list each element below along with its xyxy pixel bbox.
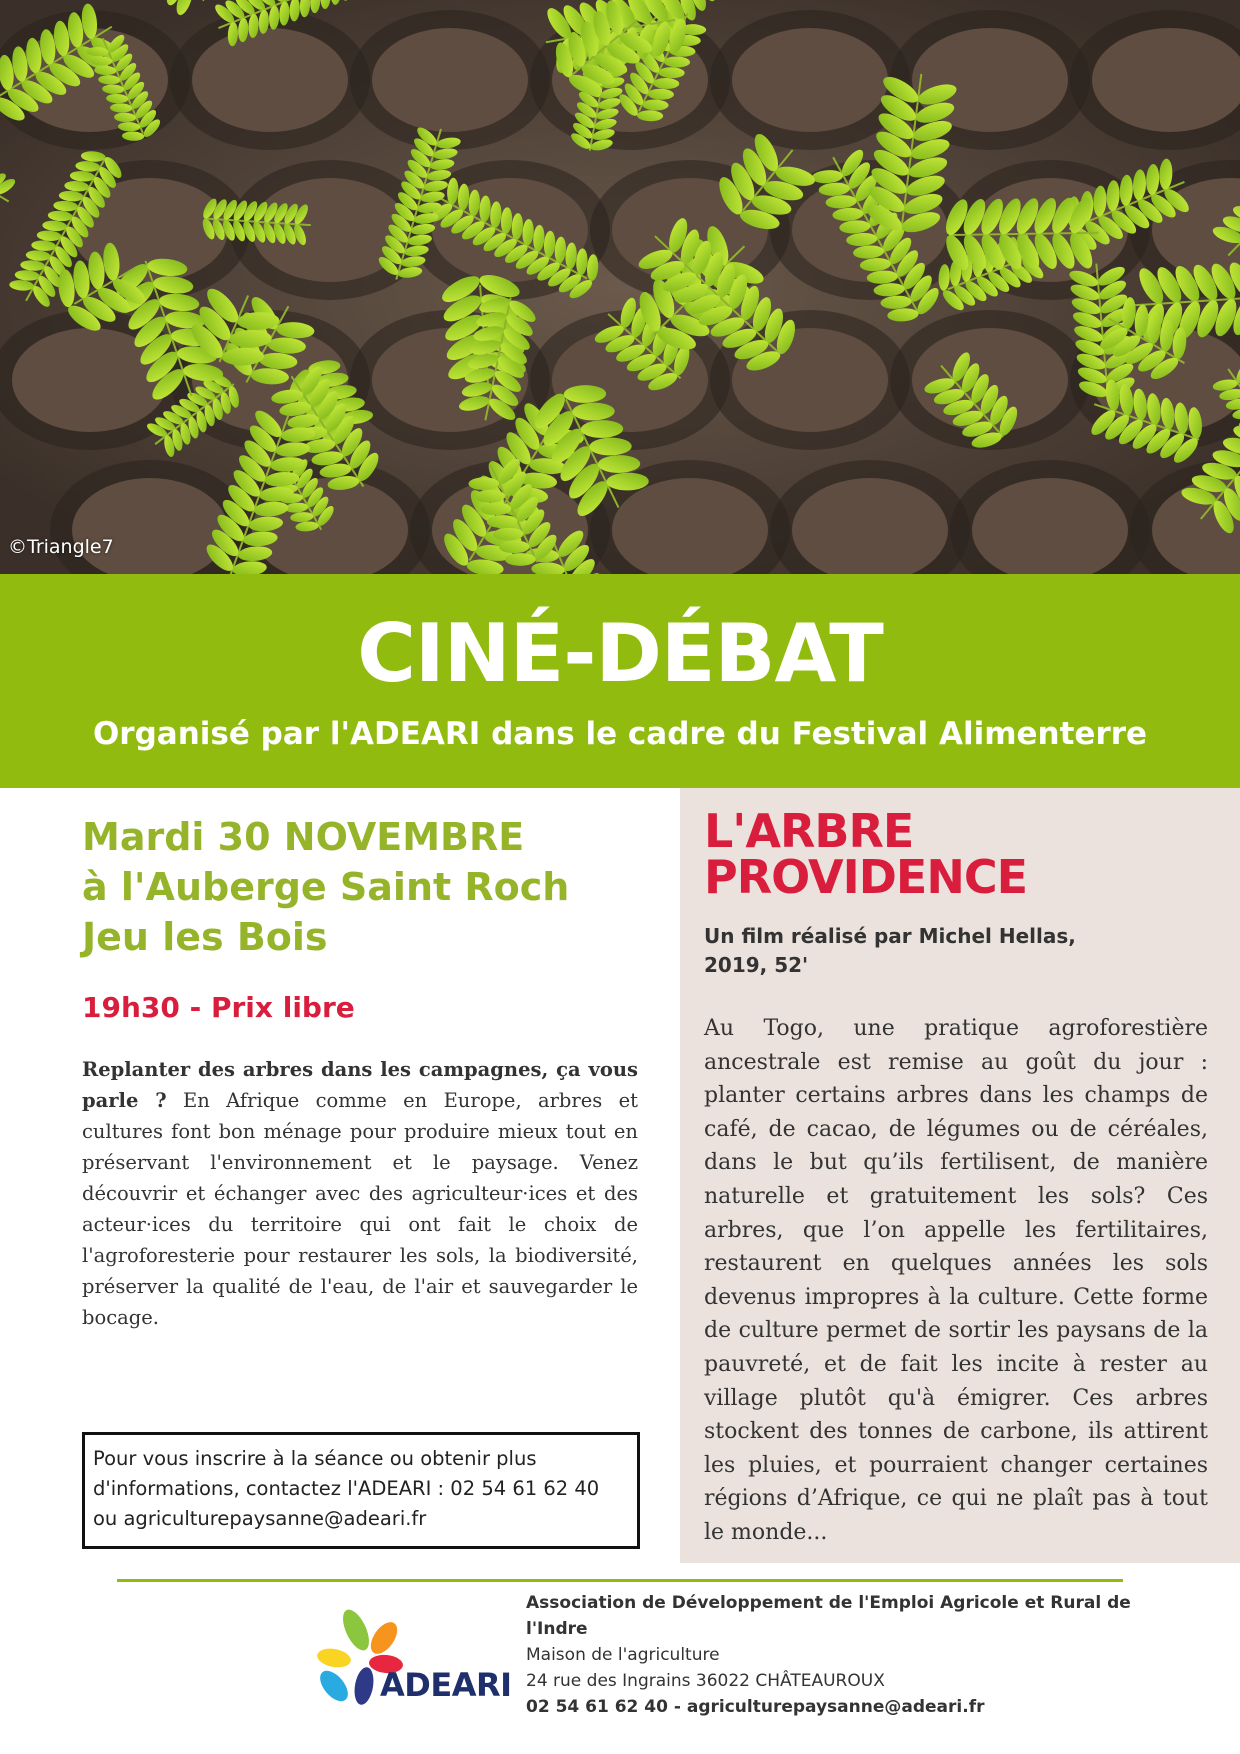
logo-text: ADEARI bbox=[380, 1666, 512, 1704]
film-title bbox=[704, 804, 1224, 904]
contact-email[interactable]: ou agriculturepaysanne@adeari.fr bbox=[93, 1507, 427, 1530]
event-town: Jeu les Bois bbox=[82, 915, 328, 959]
seedlings-illustration bbox=[0, 0, 1240, 574]
event-date: Mardi 30 NOVEMBRE bbox=[82, 815, 525, 859]
film-credits-line: 2019, 52' bbox=[704, 953, 809, 977]
footer-address: 24 rue des Ingrains 36022 CHÂTEAUROUX bbox=[526, 1671, 885, 1691]
footer-phone-email[interactable]: 02 54 61 62 40 - agriculturepaysanne@adeari.fr bbox=[526, 1697, 985, 1717]
film-title-line: L'ARBRE bbox=[704, 804, 914, 858]
footer-contact-info bbox=[526, 1590, 1166, 1720]
contact-line: d'informations, contactez l'ADEARI : 02 54 61 62 40 bbox=[93, 1477, 600, 1500]
title-banner bbox=[0, 574, 1240, 788]
film-panel bbox=[680, 788, 1240, 1563]
footer-divider bbox=[117, 1579, 1123, 1582]
event-time-price: 19h30 - Prix libre bbox=[82, 991, 355, 1024]
event-description bbox=[82, 1054, 638, 1333]
contact-line: Pour vous inscrire à la séance ou obtenir plus bbox=[93, 1447, 537, 1470]
contact-box bbox=[82, 1432, 640, 1549]
photo-credit: ©Triangle7 bbox=[8, 536, 114, 558]
page-subtitle: Organisé par l'ADEARI dans le cadre du Festival Alimenterre bbox=[92, 716, 1148, 752]
event-description-lead: Replanter des arbres dans les campagnes, ça vous parle ? bbox=[82, 1058, 638, 1112]
event-description-body: En Afrique comme en Europe, arbres et cultures font bon ménage pour produire mieux tout en préservant l'environnement et le paysage. Venez découvrir et échanger avec des agriculteur·ices et des acteur·ices du territoire qui ont fait le choix de l'agroforesterie pour restaurer les sols, la biodiversité, préserver la qualité de l'eau, de l'air et sauvegarder le bocage. bbox=[82, 1089, 639, 1329]
footer-address: Maison de l'agriculture bbox=[526, 1645, 720, 1665]
film-title-line: PROVIDENCE bbox=[704, 850, 1028, 904]
hero-photo bbox=[0, 0, 1240, 574]
event-info bbox=[82, 812, 638, 1333]
footer-org-name: Association de Développement de l'Emploi Agricole et Rural de l'Indre bbox=[526, 1593, 1131, 1639]
page-title: CINÉ-DÉBAT bbox=[357, 607, 883, 700]
film-credits-line: Un film réalisé par Michel Hellas, bbox=[704, 924, 1076, 948]
event-place: à l'Auberge Saint Roch bbox=[82, 865, 570, 909]
film-description: Au Togo, une pratique agroforestière ancestrale est remise au goût du jour : planter certains arbres dans les champs de café, de cacao, de légumes ou de céréales, dans le but qu’ils fertilisent, de manière naturelle et gratuitement les sols? Ces arbres, que l’on appelle les fertilitaires, restaurent en quelques années les sols devenus impropres à la culture. Cette forme de culture permet de sortir les paysans de la pauvreté, et de fait les incite à rester au village plutôt qu'à émigrer. Ces arbres stockent des tonnes de carbone, ils attirent les pluies, et pourraient changer certaines régions d’Afrique, ce qui ne plaît pas à tout le monde... bbox=[704, 1016, 1208, 1545]
film-credits bbox=[704, 922, 1224, 980]
